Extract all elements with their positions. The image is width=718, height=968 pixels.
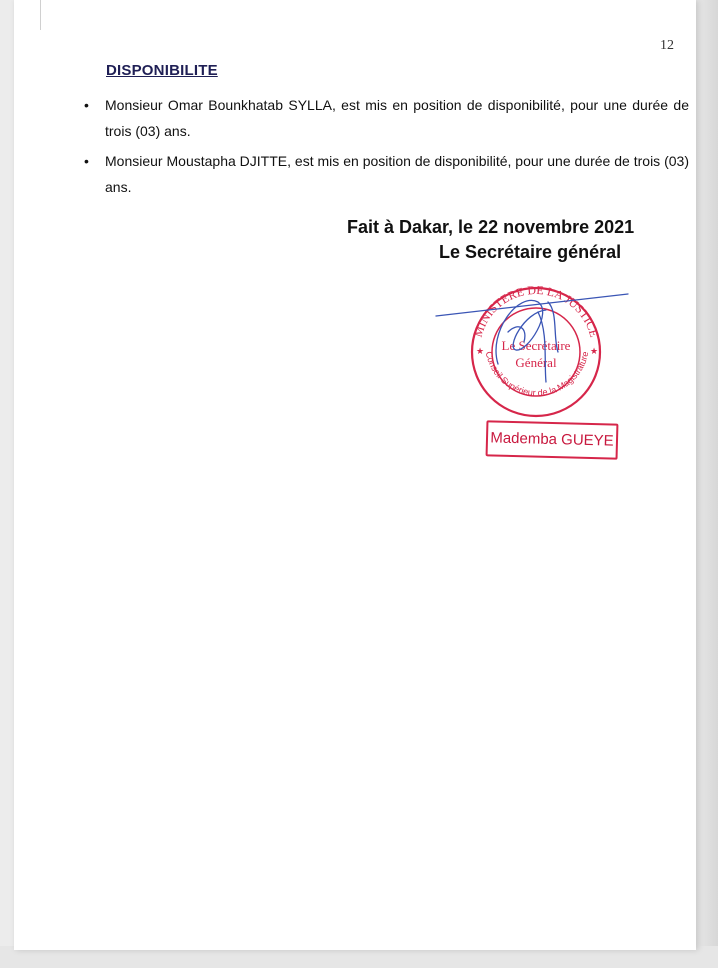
section-title: DISPONIBILITE — [106, 62, 218, 79]
item-list — [84, 92, 689, 204]
page-edge-shadow — [694, 0, 718, 968]
bullet-icon: • — [84, 97, 89, 113]
stamp-star-icon: ★ — [476, 346, 485, 356]
margin-line — [40, 0, 41, 30]
list-item — [84, 148, 689, 200]
stamp-outer-text: MINISTERE DE LA JUSTICE — [470, 282, 602, 339]
list-item — [84, 92, 689, 144]
list-item-text: Monsieur Moustapha DJITTE, est mis en position de disponibilité, pour une durée de trois (03) ans. — [105, 153, 689, 195]
stamp-inner-line1: Le Secrétaire — [501, 338, 571, 353]
signature-title: Le Secrétaire général — [439, 242, 622, 262]
signature-date-line: Fait à Dakar, le 22 novembre 2021 — [347, 217, 635, 237]
list-item-text: Monsieur Omar Bounkhatab SYLLA, est mis en position de disponibilité, pour une durée de trois (03) ans. — [105, 97, 689, 139]
stamp-inner-line2: Général — [515, 355, 557, 370]
stamp-name-box: Mademba GUEYE — [486, 420, 619, 459]
official-stamp — [428, 272, 638, 422]
stamp-bottom-text: Conseil Supérieur de la Magistrature — [483, 350, 591, 398]
page-number: 12 — [660, 38, 674, 53]
bullet-icon: • — [84, 153, 89, 169]
stamp-star-icon: ★ — [590, 346, 599, 356]
